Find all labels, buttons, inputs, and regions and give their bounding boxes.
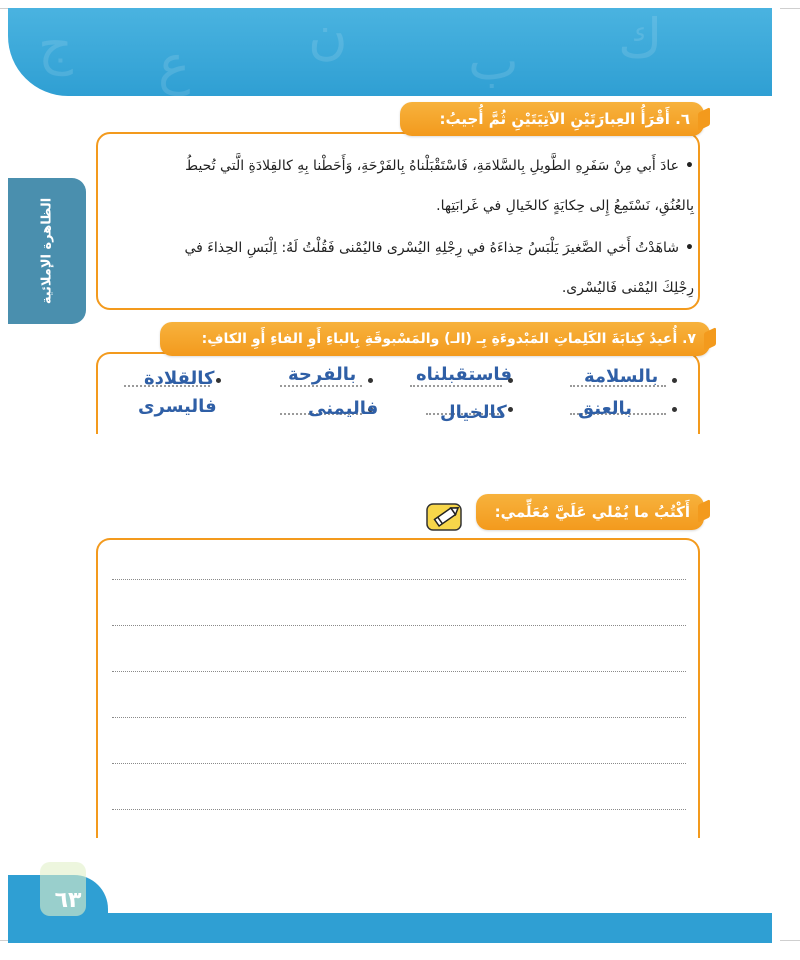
writing-line[interactable] bbox=[112, 670, 686, 672]
footer bbox=[8, 875, 800, 940]
title-tab-tick bbox=[698, 107, 710, 131]
title-tab-tick bbox=[698, 499, 710, 523]
bullet-dot bbox=[508, 407, 513, 412]
writing-line[interactable] bbox=[112, 716, 686, 718]
para2-line2: رِجْلِكَ اليُمْنى فَاليُسْرى. bbox=[561, 280, 694, 296]
answer-word: بالسلامة bbox=[584, 366, 659, 387]
bullet: • bbox=[685, 240, 694, 256]
section6-para1 bbox=[110, 146, 694, 226]
answer-word: فاليمنى bbox=[308, 398, 379, 419]
chapter-side-tab bbox=[8, 178, 86, 324]
writing-line[interactable] bbox=[112, 808, 686, 810]
side-tab-label: الظاهرة الإملائية bbox=[39, 197, 55, 305]
writing-line[interactable] bbox=[112, 578, 686, 580]
para2-line1-text: شاهَدْتُ أَخي الصَّغيرَ يَلْبَسُ حِذاءَهُ في رِجْلِهِ اليُسْرى فاليُمْنى فَقُلْتُ لَهُ: اِلْبَسِ الحِذاءَ في bbox=[184, 240, 680, 256]
header-banner: ج ع ن ب ك bbox=[8, 8, 772, 96]
writing-line[interactable] bbox=[112, 624, 686, 626]
section6-title-text: ٦. أَقْرَأُ العِبارَتَيْنِ الآتِيَتَيْنِ ثُمَّ أُجيبُ: bbox=[439, 110, 690, 128]
bullet-dot bbox=[216, 378, 221, 383]
bullet-dot bbox=[672, 407, 677, 412]
crop-mark bbox=[780, 8, 800, 9]
crop-mark bbox=[780, 940, 800, 941]
dictation-title-text: أَكْتُبُ ما يُمْلي عَلَيَّ مُعَلِّمي: bbox=[494, 503, 690, 521]
bullet-dot bbox=[672, 378, 677, 383]
answer-word: كالقلادة bbox=[144, 368, 215, 389]
title-tab-tick bbox=[704, 327, 716, 351]
para1-line1 bbox=[110, 146, 694, 186]
pencil-icon bbox=[425, 500, 465, 534]
section6-para2 bbox=[110, 228, 694, 308]
dictation-title bbox=[476, 494, 704, 530]
answer-word: فاليسرى bbox=[138, 396, 217, 417]
section7-title-text: ٧. أُعيدُ كِتابَةَ الكَلِماتِ المَبْدوءَةِ بِـ (الـ) والمَسْبوقَةِ بِالباءِ أَوِ الفاءِ أَوِ الكافِ: bbox=[201, 331, 696, 347]
para1-line2: بِالعُنُقِ، نَسْتَمِعُ إِلى حِكايَةٍ كالخَيالِ في غَرابَتِها. bbox=[436, 198, 694, 214]
dictation-box bbox=[96, 538, 700, 838]
bullet: • bbox=[685, 158, 694, 174]
para2-line1 bbox=[110, 228, 694, 268]
section6-title bbox=[400, 102, 704, 136]
page-number: ٦٣ bbox=[54, 887, 82, 913]
section7-box bbox=[96, 352, 700, 434]
bullet-dot bbox=[368, 378, 373, 383]
footer-bar bbox=[8, 913, 772, 943]
answer-word: بالفرحة bbox=[288, 364, 357, 385]
answer-word: بالعنق bbox=[578, 398, 633, 419]
section7-title bbox=[160, 322, 710, 356]
answer-word: فاستقبلناه bbox=[416, 364, 512, 385]
answer-word: كالخيال bbox=[440, 402, 507, 423]
writing-line[interactable] bbox=[112, 762, 686, 764]
para1-line1-text: عادَ أَبي مِنْ سَفَرِهِ الطَّويلِ بِالسَّلامَةِ، فَاسْتَقْبَلْناهُ بِالفَرْحَةِ، وَأَحَطْنا بِهِ كالقِلادَةِ الَّتي تُحيطُ bbox=[185, 158, 680, 174]
